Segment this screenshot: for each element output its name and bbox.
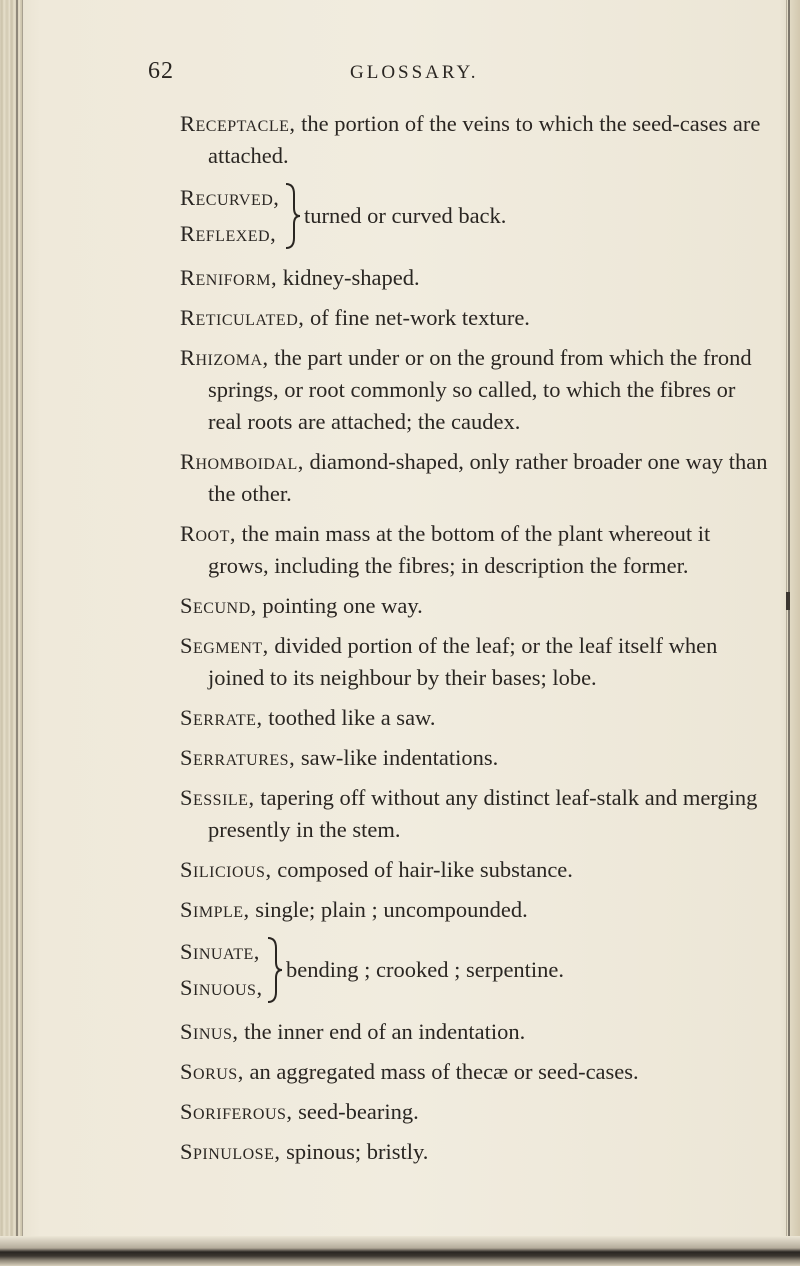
glossary-entry bbox=[180, 518, 770, 582]
entry-definition: kidney-shaped. bbox=[282, 265, 420, 290]
glossary-entry bbox=[180, 446, 770, 510]
glossary-entry bbox=[180, 894, 770, 926]
entry-definition: the inner end of an indentation. bbox=[244, 1019, 526, 1044]
glossary-entry bbox=[180, 1016, 770, 1048]
page-edge-line bbox=[788, 0, 790, 1266]
page-header bbox=[0, 58, 800, 94]
entry-term: Reniform, bbox=[180, 265, 278, 290]
entry-definition: bending ; crooked ; serpentine. bbox=[286, 957, 565, 982]
entry-term: Receptacle, bbox=[180, 111, 296, 136]
glossary-entry bbox=[180, 1136, 770, 1168]
entry-term: Sinuous, bbox=[180, 975, 263, 1000]
entry-definition: an aggregated mass of thecæ or seed-cases. bbox=[249, 1059, 639, 1084]
entry-definition: saw-like indentations. bbox=[300, 745, 499, 770]
glossary-entry bbox=[180, 302, 770, 334]
entry-term: Sessile, bbox=[180, 785, 255, 810]
page-edge-mark bbox=[786, 592, 790, 610]
glossary-entry bbox=[180, 342, 770, 438]
entry-definition: tapering off without any distinct leaf-stalk and merging presently in the stem. bbox=[208, 785, 758, 842]
glossary-entry bbox=[180, 854, 770, 886]
entry-definition: divided portion of the leaf; or the leaf itself when joined to its neighbour by their bases; lobe. bbox=[208, 633, 718, 690]
entry-definition: the part under or on the ground from which the frond springs, or root commonly so called, to which the fibres or real roots are attached; the caudex. bbox=[208, 345, 752, 434]
glossary-entry-group bbox=[180, 180, 770, 254]
entry-term: Rhizoma, bbox=[180, 345, 269, 370]
entry-term: Reflexed, bbox=[180, 221, 277, 246]
entry-definition: the portion of the veins to which the seed-cases are attached. bbox=[208, 111, 761, 168]
running-head: GLOSSARY. bbox=[350, 62, 479, 83]
entry-term: Segment, bbox=[180, 633, 269, 658]
glossary-entry bbox=[180, 782, 770, 846]
glossary-entry bbox=[180, 1056, 770, 1088]
brace-icon bbox=[266, 936, 284, 1004]
entry-definition: pointing one way. bbox=[262, 593, 423, 618]
glossary-entry bbox=[180, 1096, 770, 1128]
entry-definition: diamond-shaped, only rather broader one way than the other. bbox=[208, 449, 768, 506]
entry-definition: seed-bearing. bbox=[298, 1099, 419, 1124]
glossary-entry bbox=[180, 630, 770, 694]
entry-term: Sinuate, bbox=[180, 939, 260, 964]
entry-term: Rhomboidal, bbox=[180, 449, 304, 474]
gutter-line-inner bbox=[22, 0, 23, 1266]
entry-definition: of fine net-work texture. bbox=[310, 305, 530, 330]
glossary-entry bbox=[180, 108, 770, 172]
page-bottom-edge bbox=[0, 1236, 800, 1266]
entry-definition: toothed like a saw. bbox=[268, 705, 436, 730]
entry-definition: composed of hair-like substance. bbox=[277, 857, 573, 882]
entry-term: Serrate, bbox=[180, 705, 263, 730]
entry-definition: single; plain ; uncompounded. bbox=[255, 897, 528, 922]
group-terms bbox=[180, 180, 279, 252]
brace-icon bbox=[284, 182, 302, 250]
entry-definition: the main mass at the bottom of the plant whereout it grows, including the fibres; in description the former. bbox=[208, 521, 711, 578]
entry-term: Secund, bbox=[180, 593, 257, 618]
glossary-entries bbox=[180, 108, 770, 1176]
entry-term: Reticulated, bbox=[180, 305, 305, 330]
entry-term: Soriferous, bbox=[180, 1099, 293, 1124]
gutter-line bbox=[16, 0, 18, 1266]
entry-term: Recurved, bbox=[180, 185, 280, 210]
glossary-entry bbox=[180, 262, 770, 294]
entry-definition: turned or curved back. bbox=[304, 203, 507, 228]
entry-term: Sinus, bbox=[180, 1019, 239, 1044]
glossary-entry bbox=[180, 590, 770, 622]
entry-term: Serratures, bbox=[180, 745, 296, 770]
entry-definition: spinous; bristly. bbox=[286, 1139, 429, 1164]
page-edge-line-inner bbox=[786, 0, 787, 1266]
entry-term: Silicious, bbox=[180, 857, 272, 882]
glossary-entry bbox=[180, 702, 770, 734]
glossary-entry bbox=[180, 742, 770, 774]
entry-term: Sorus, bbox=[180, 1059, 244, 1084]
page-number: 62 bbox=[148, 58, 174, 84]
glossary-entry-group bbox=[180, 934, 770, 1008]
entry-term: Spinulose, bbox=[180, 1139, 281, 1164]
group-terms bbox=[180, 934, 263, 1006]
page-gutter bbox=[0, 0, 22, 1266]
entry-term: Root, bbox=[180, 521, 237, 546]
entry-term: Simple, bbox=[180, 897, 250, 922]
